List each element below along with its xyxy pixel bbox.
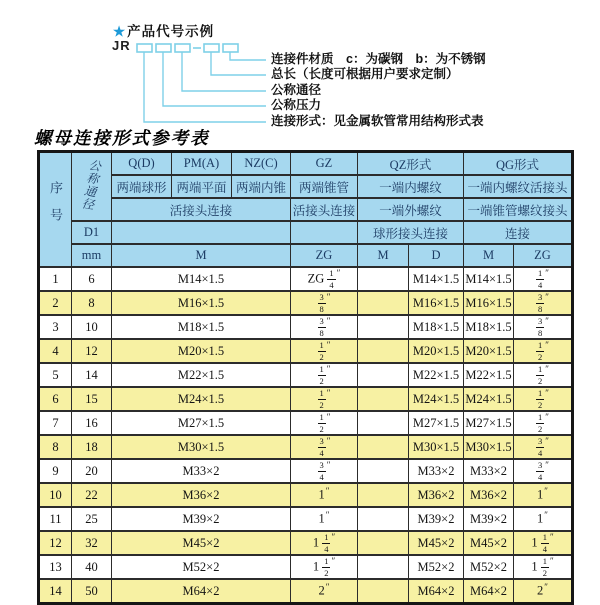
cell-m: M14×1.5 — [112, 267, 291, 291]
label-nominal-diameter: 公称通径 — [271, 82, 322, 97]
cell-m: M45×2 — [112, 531, 291, 555]
fraction: $\frac{1}{2}$ — [324, 556, 329, 578]
label-nominal-pressure: 公称压力 — [271, 98, 322, 113]
code-box-1 — [137, 44, 152, 52]
table-row — [39, 531, 573, 555]
cell-qz-d: M45×2 — [409, 531, 464, 555]
cell-qz-m — [358, 387, 409, 411]
table-row — [39, 339, 573, 363]
header-group-nzc: NZ(C) — [232, 152, 291, 176]
cell-qz-m — [358, 555, 409, 579]
header-unit-qg-m: M — [464, 244, 514, 267]
cell-gz-zg: $\frac{1}{2}$ ″ — [291, 363, 358, 387]
header-conn-ext-thread: 一端外螺纹 — [358, 198, 464, 221]
cell-qz-d: M39×2 — [409, 507, 464, 531]
cell-seq: 9 — [39, 459, 72, 483]
star-icon: ★ — [113, 24, 127, 39]
header-nominal-diameter — [72, 152, 112, 222]
header-unit-qg-zg: ZG — [514, 244, 573, 267]
cell-seq: 12 — [39, 531, 72, 555]
cell-gz-zg: $\frac{3}{4}$ ″ — [291, 459, 358, 483]
header-group-qz: QZ形式 — [358, 152, 464, 176]
header-nominal-diameter-label: 公称通径 — [79, 157, 103, 212]
cell-m: M27×1.5 — [112, 411, 291, 435]
cell-qg-zg: 1″ — [514, 507, 573, 531]
cell-qz-d: M22×1.5 — [409, 363, 464, 387]
cell-seq: 7 — [39, 411, 72, 435]
cell-seq: 3 — [39, 315, 72, 339]
cell-qg-m: M39×2 — [464, 507, 514, 531]
cell-dn-mm: 8 — [72, 291, 112, 315]
cell-m: M36×2 — [112, 483, 291, 507]
header-conn-taper-thread: 一端锥管螺纹接头 — [464, 198, 573, 221]
code-box-3 — [175, 44, 190, 52]
cell-qg-m: M30×1.5 — [464, 435, 514, 459]
cell-seq: 13 — [39, 555, 72, 579]
header-group-pma: PM(A) — [172, 152, 232, 176]
cell-qg-zg: $\frac{1}{2}$ ″ — [514, 339, 573, 363]
cell-qz-m — [358, 579, 409, 604]
header-style-qz: 一端内螺纹 — [358, 175, 464, 198]
cell-qz-d: M18×1.5 — [409, 315, 464, 339]
cell-seq: 4 — [39, 339, 72, 363]
label-total-length: 总长（长度可根据用户要求定制） — [271, 67, 459, 82]
cell-dn-mm: 12 — [72, 339, 112, 363]
cell-qg-m: M20×1.5 — [464, 339, 514, 363]
header-conn-connect: 连接 — [464, 221, 573, 244]
cell-dn-mm: 14 — [72, 363, 112, 387]
cell-qg-zg: $\frac{3}{8}$ ″ — [514, 291, 573, 315]
fraction: $\frac{1}{2}$ — [538, 388, 543, 410]
header-seq — [39, 152, 72, 268]
fraction: $\frac{1}{4}$ — [329, 268, 334, 290]
header-unit-qz-d: D — [409, 244, 464, 267]
header-d1: D1 — [72, 221, 112, 244]
cell-qz-d: M36×2 — [409, 483, 464, 507]
cell-qz-m — [358, 267, 409, 291]
table-row — [39, 363, 573, 387]
header-unit-zg: ZG — [291, 244, 358, 267]
cell-qg-zg: 1″ — [514, 483, 573, 507]
label-connection-form: 连接形式：见金属软管常用结构形式表 — [271, 113, 484, 128]
cell-qz-m — [358, 459, 409, 483]
product-code-heading — [113, 20, 214, 40]
cell-qg-m: M18×1.5 — [464, 315, 514, 339]
cell-dn-mm: 40 — [72, 555, 112, 579]
cell-gz-zg: $\frac{3}{4}$ ″ — [291, 435, 358, 459]
cell-m: M16×1.5 — [112, 291, 291, 315]
cell-gz-zg: $\frac{3}{8}$ ″ — [291, 315, 358, 339]
header-group-qd: Q(D) — [112, 152, 172, 176]
header-empty-2 — [291, 221, 358, 244]
cell-gz-zg: 1″ — [291, 483, 358, 507]
table-row — [39, 459, 573, 483]
cell-m: M20×1.5 — [112, 339, 291, 363]
header-style-gz: 两端锥管 — [291, 175, 358, 198]
cell-m: M33×2 — [112, 459, 291, 483]
fraction: $\frac{3}{8}$ — [319, 292, 324, 314]
cell-qg-zg: 2″ — [514, 579, 573, 604]
cell-qz-m — [358, 435, 409, 459]
table-row — [39, 555, 573, 579]
product-code-heading-text: 产品代号示例 — [127, 24, 215, 39]
fraction: $\frac{1}{4}$ — [538, 268, 543, 290]
cell-qg-m: M36×2 — [464, 483, 514, 507]
cell-qg-m: M24×1.5 — [464, 387, 514, 411]
cell-seq: 2 — [39, 291, 72, 315]
cell-qz-m — [358, 411, 409, 435]
cell-seq: 8 — [39, 435, 72, 459]
fraction: $\frac{1}{2}$ — [319, 412, 324, 434]
code-box-5 — [223, 44, 238, 52]
cell-gz-zg: 1 $\frac{1}{4}$ ″ — [291, 531, 358, 555]
fraction: $\frac{1}{2}$ — [319, 388, 324, 410]
cell-seq: 10 — [39, 483, 72, 507]
cell-qz-d: M52×2 — [409, 555, 464, 579]
code-prefix: JR — [112, 38, 131, 53]
label-material: 连接件材质 c：为碳钢 b：为不锈钢 — [271, 52, 486, 66]
fraction: $\frac{1}{2}$ — [319, 364, 324, 386]
cell-qg-m: M27×1.5 — [464, 411, 514, 435]
cell-gz-zg: $\frac{1}{2}$ ″ — [291, 387, 358, 411]
cell-qg-zg: $\frac{3}{4}$ ″ — [514, 459, 573, 483]
fraction: $\frac{1}{2}$ — [538, 412, 543, 434]
cell-qg-m: M45×2 — [464, 531, 514, 555]
header-empty-1 — [112, 221, 291, 244]
fraction: $\frac{3}{8}$ — [538, 292, 543, 314]
fraction: $\frac{3}{4}$ — [319, 460, 324, 482]
cell-dn-mm: 22 — [72, 483, 112, 507]
fraction: $\frac{3}{8}$ — [538, 316, 543, 338]
code-box-2 — [156, 44, 171, 52]
cell-gz-zg: 1 $\frac{1}{2}$ ″ — [291, 555, 358, 579]
fraction: $\frac{1}{2}$ — [538, 364, 543, 386]
cell-qg-zg: $\frac{1}{4}$ ″ — [514, 267, 573, 291]
cell-qg-zg: $\frac{1}{2}$ ″ — [514, 387, 573, 411]
header-style-nzc: 两端内锥 — [232, 175, 291, 198]
fraction: $\frac{1}{2}$ — [538, 340, 543, 362]
cell-qz-d: M16×1.5 — [409, 291, 464, 315]
table-row — [39, 315, 573, 339]
cell-qz-d: M27×1.5 — [409, 411, 464, 435]
header-conn-union-gz: 活接头连接 — [291, 198, 358, 221]
cell-gz-zg: 1″ — [291, 507, 358, 531]
cell-gz-zg: $\frac{1}{2}$ ″ — [291, 339, 358, 363]
fraction: $\frac{1}{4}$ — [542, 532, 547, 554]
cell-qz-d: M24×1.5 — [409, 387, 464, 411]
table-row — [39, 435, 573, 459]
header-style-qd: 两端球形 — [112, 175, 172, 198]
cell-dn-mm: 20 — [72, 459, 112, 483]
cell-qg-zg: $\frac{1}{2}$ ″ — [514, 363, 573, 387]
cell-qg-zg: $\frac{3}{8}$ ″ — [514, 315, 573, 339]
cell-qz-d: M20×1.5 — [409, 339, 464, 363]
table-row — [39, 411, 573, 435]
fraction: $\frac{3}{4}$ — [319, 436, 324, 458]
diagram-labels — [271, 52, 486, 129]
fraction: $\frac{1}{2}$ — [319, 340, 324, 362]
cell-dn-mm: 16 — [72, 411, 112, 435]
cell-gz-zg: $\frac{1}{2}$ ″ — [291, 411, 358, 435]
cell-qz-m — [358, 507, 409, 531]
cell-qz-m — [358, 363, 409, 387]
code-box-4 — [204, 44, 219, 52]
table-body — [39, 267, 573, 604]
cell-qg-zg: $\frac{1}{2}$ ″ — [514, 411, 573, 435]
table-row — [39, 483, 573, 507]
cell-m: M64×2 — [112, 579, 291, 604]
cell-qz-d: M33×2 — [409, 459, 464, 483]
cell-dn-mm: 15 — [72, 387, 112, 411]
cell-qg-m: M52×2 — [464, 555, 514, 579]
cell-seq: 11 — [39, 507, 72, 531]
cell-qg-m: M64×2 — [464, 579, 514, 604]
cell-qz-m — [358, 291, 409, 315]
cell-qg-zg: 1 $\frac{1}{4}$ ″ — [514, 531, 573, 555]
table-title: 螺母连接形式参考表 — [34, 128, 210, 148]
reference-table — [37, 150, 574, 605]
cell-qz-d: M64×2 — [409, 579, 464, 604]
cell-gz-zg: ZG $\frac{1}{4}$ ″ — [291, 267, 358, 291]
cell-dn-mm: 6 — [72, 267, 112, 291]
header-style-pma: 两端平面 — [172, 175, 232, 198]
cell-qg-m: M14×1.5 — [464, 267, 514, 291]
cell-qz-d: M30×1.5 — [409, 435, 464, 459]
header-conn-union: 活接头连接 — [112, 198, 291, 221]
cell-m: M18×1.5 — [112, 315, 291, 339]
fraction: $\frac{3}{4}$ — [538, 436, 543, 458]
cell-m: M39×2 — [112, 507, 291, 531]
cell-qz-m — [358, 339, 409, 363]
table-row — [39, 387, 573, 411]
fraction: $\frac{1}{2}$ — [542, 556, 547, 578]
cell-seq: 6 — [39, 387, 72, 411]
header-group-qg: QG形式 — [464, 152, 573, 176]
cell-qz-m — [358, 483, 409, 507]
table-row — [39, 291, 573, 315]
cell-dn-mm: 25 — [72, 507, 112, 531]
cell-m: M24×1.5 — [112, 387, 291, 411]
cell-qz-d: M14×1.5 — [409, 267, 464, 291]
cell-dn-mm: 10 — [72, 315, 112, 339]
header-seq-label: 序号 — [48, 180, 63, 235]
table-header — [39, 152, 573, 268]
cell-dn-mm: 50 — [72, 579, 112, 604]
cell-qg-m: M16×1.5 — [464, 291, 514, 315]
cell-seq: 1 — [39, 267, 72, 291]
table-row — [39, 267, 573, 291]
cell-qg-m: M33×2 — [464, 459, 514, 483]
header-conn-ball-joint: 球形接头连接 — [358, 221, 464, 244]
header-group-gz: GZ — [291, 152, 358, 176]
header-unit-m: M — [112, 244, 291, 267]
cell-qz-m — [358, 531, 409, 555]
cell-seq: 14 — [39, 579, 72, 604]
cell-qg-m: M22×1.5 — [464, 363, 514, 387]
fraction: $\frac{3}{4}$ — [538, 460, 543, 482]
table-row — [39, 507, 573, 531]
cell-m: M30×1.5 — [112, 435, 291, 459]
cell-gz-zg: 2″ — [291, 579, 358, 604]
header-unit-qz-m: M — [358, 244, 409, 267]
cell-dn-mm: 18 — [72, 435, 112, 459]
cell-m: M52×2 — [112, 555, 291, 579]
cell-m: M22×1.5 — [112, 363, 291, 387]
cell-qg-zg: 1 $\frac{1}{2}$ ″ — [514, 555, 573, 579]
header-style-qg: 一端内螺纹活接头 — [464, 175, 573, 198]
cell-dn-mm: 32 — [72, 531, 112, 555]
cell-seq: 5 — [39, 363, 72, 387]
fraction: $\frac{1}{4}$ — [324, 532, 329, 554]
header-mm: mm — [72, 244, 112, 267]
cell-qg-zg: $\frac{3}{4}$ ″ — [514, 435, 573, 459]
fraction: $\frac{3}{8}$ — [319, 316, 324, 338]
table-row — [39, 579, 573, 604]
cell-gz-zg: $\frac{3}{8}$ ″ — [291, 291, 358, 315]
cell-qz-m — [358, 315, 409, 339]
